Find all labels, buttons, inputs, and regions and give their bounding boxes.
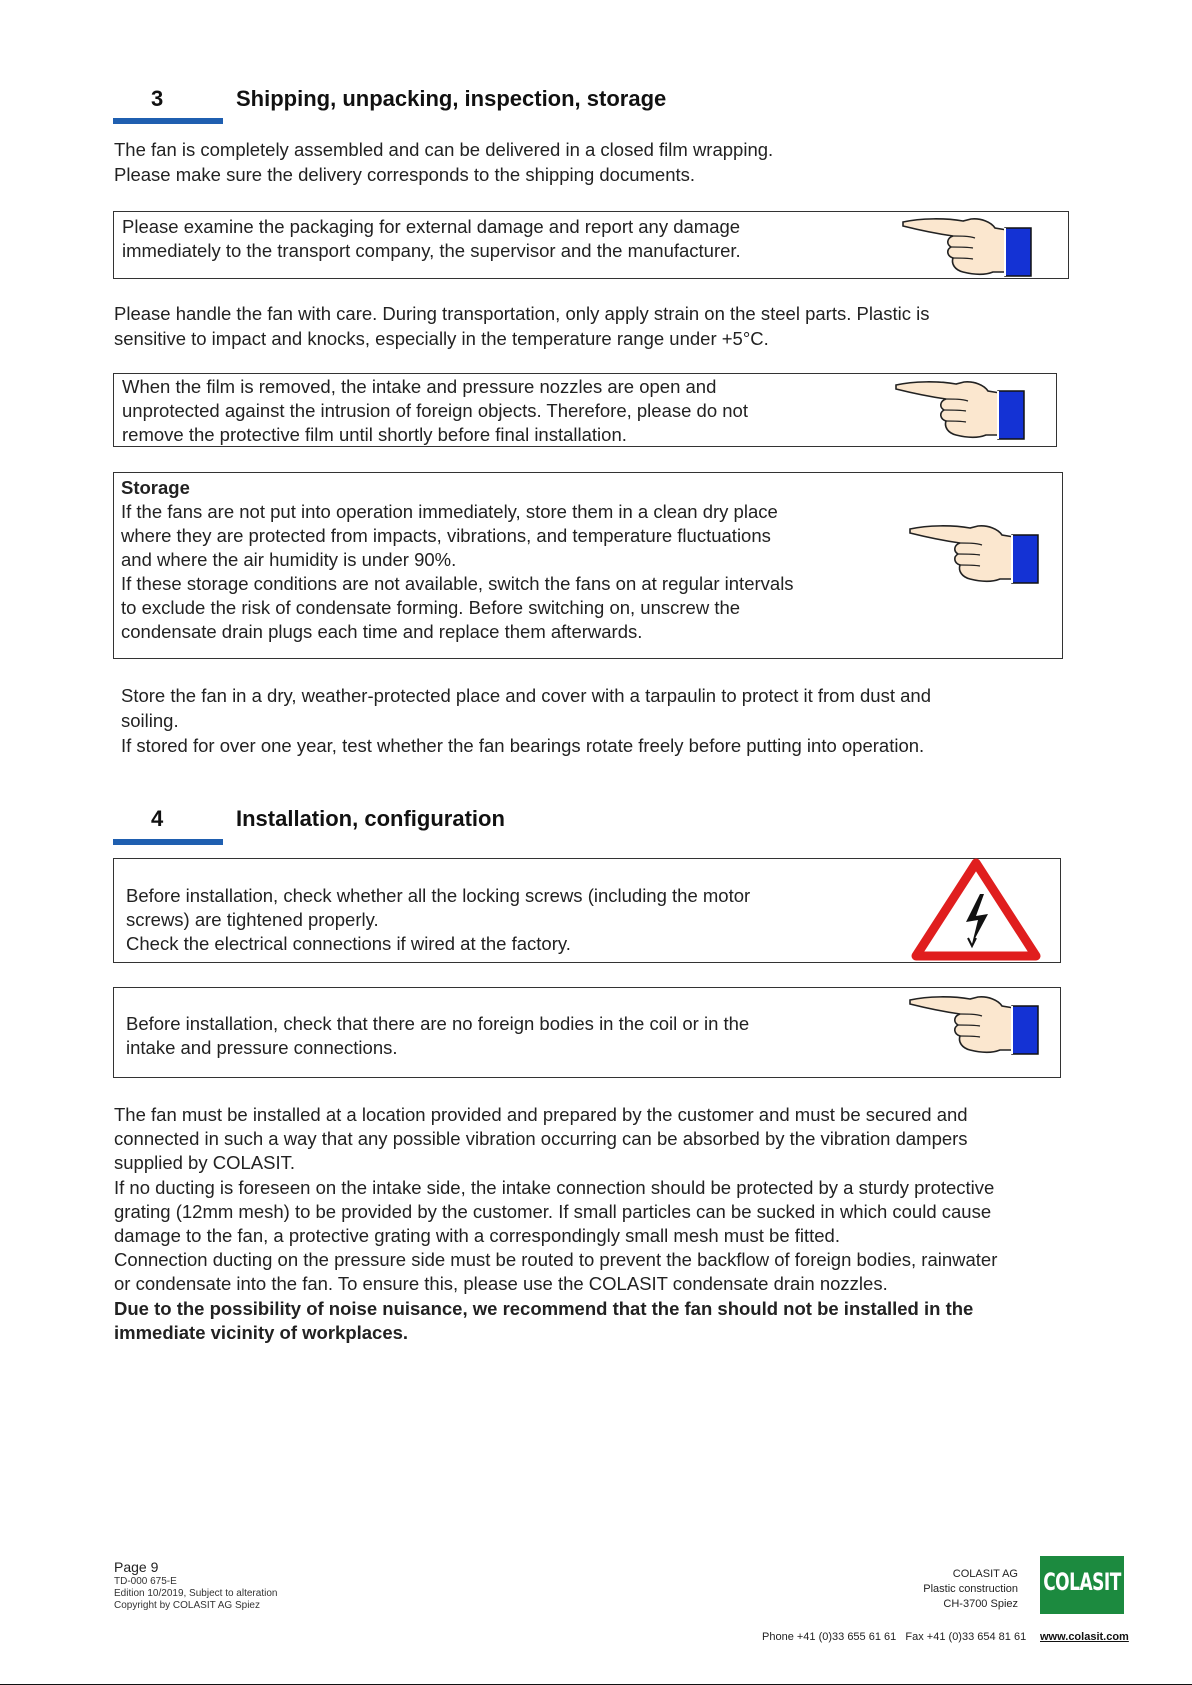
copyright-note: Copyright by COLASIT AG Spiez [114, 1600, 260, 1611]
handling-paragraph [114, 301, 929, 351]
pointing-hand-icon [908, 992, 1048, 1065]
text-line: If these storage conditions are not available, switch the fans on at regular intervals [121, 573, 794, 594]
text-line: screws) are tightened properly. [126, 909, 379, 930]
section-4-underline [113, 839, 223, 845]
store-paragraph [121, 683, 931, 758]
section-number: 4 [151, 806, 164, 831]
pointing-hand-icon [901, 214, 1041, 285]
inspection-note-box [113, 211, 1069, 279]
text-line: Before installation, check whether all the locking screws (including the motor [126, 885, 751, 906]
page-number: Page 9 [114, 1559, 159, 1575]
foreign-bodies-note-box [113, 987, 1061, 1078]
intro-paragraph [114, 137, 773, 187]
footer-left [114, 1558, 277, 1612]
section-4-heading [113, 806, 813, 836]
text-line: Connection ducting on the pressure side must be routed to prevent the backflow of foreign bodies, rainwater [114, 1249, 998, 1271]
section-3-underline [113, 118, 223, 124]
text-line: remove the protective film until shortly before final installation. [122, 424, 627, 445]
text-line: Check the electrical connections if wired at the factory. [126, 933, 571, 954]
logo-text: COLASIT [1043, 1569, 1121, 1597]
pointing-hand-icon [894, 377, 1034, 450]
text-line: immediately to the transport company, the supervisor and the manufacturer. [122, 240, 741, 261]
colasit-logo [1040, 1532, 1124, 1614]
storage-text [121, 476, 794, 644]
text-line: If no ducting is foreseen on the intake side, the intake connection should be protected by a sturdy protective [114, 1176, 995, 1198]
text-line: Store the fan in a dry, weather-protected place and cover with a tarpaulin to protect it from dust and [121, 685, 931, 706]
installation-paragraph [114, 1103, 997, 1345]
noise-warning-line: immediate vicinity of workplaces. [114, 1321, 409, 1343]
company-name: COLASIT AG [952, 1568, 1018, 1580]
text-line: Before installation, check that there are no foreign bodies in the coil or in the [126, 1013, 750, 1034]
pointing-hand-icon [908, 521, 1048, 594]
storage-title: Storage [121, 477, 190, 498]
text-line: unprotected against the intrusion of foreign objects. Therefore, please do not [122, 400, 748, 421]
text-line: connected in such a way that any possible vibration occurring can be absorbed by the vibration dampers [114, 1128, 968, 1150]
storage-box [113, 472, 1063, 659]
text-line: supplied by COLASIT. [114, 1152, 295, 1174]
text-line: If the fans are not put into operation immediately, store them in a clean dry place [121, 501, 778, 522]
contact-line: Phone +41 (0)33 655 61 61 Fax +41 (0)33 654 81 61 [762, 1631, 1027, 1643]
edition-note: Edition 10/2019, Subject to alteration [114, 1588, 278, 1599]
text-line: Please examine the packaging for external damage and report any damage [122, 216, 741, 237]
text-line: If stored for over one year, test whether the fan bearings rotate freely before putting into operation. [121, 735, 925, 756]
note-text [122, 375, 748, 447]
text-line: The fan is completely assembled and can be delivered in a closed film wrapping. [114, 139, 774, 160]
note-text [126, 1012, 749, 1060]
text-line: intake and pressure connections. [126, 1037, 398, 1058]
company-division: Plastic construction [923, 1583, 1018, 1595]
text-line: When the film is removed, the intake and pressure nozzles are open and [122, 376, 717, 397]
section-title: Shipping, unpacking, inspection, storage [236, 86, 667, 111]
text-line: sensitive to impact and knocks, especially in the temperature range under +5°C. [114, 328, 769, 349]
text-line: Please make sure the delivery corresponds to the shipping documents. [114, 164, 696, 185]
electric-hazard-warning-icon [910, 858, 1042, 967]
text-line: soiling. [121, 710, 179, 731]
film-note-box [113, 373, 1057, 447]
text-line: damage to the fan, a protective grating with a correspondingly small mesh must be fitted. [114, 1225, 840, 1247]
document-number: TD-000 675-E [114, 1576, 177, 1587]
company-address [880, 1567, 1018, 1612]
warning-text [126, 884, 750, 956]
section-number: 3 [151, 86, 164, 111]
company-location: CH-3700 Spiez [943, 1598, 1018, 1610]
text-line: or condensate into the fan. To ensure this, please use the COLASIT condensate drain nozzles. [114, 1273, 888, 1295]
section-title: Installation, configuration [236, 806, 505, 831]
text-line: Please handle the fan with care. During transportation, only apply strain on the steel parts. Plastic is [114, 303, 930, 324]
text-line: condensate drain plugs each time and replace them afterwards. [121, 621, 643, 642]
section-3-heading [113, 86, 813, 116]
text-line: The fan must be installed at a location provided and prepared by the customer and must be secured and [114, 1104, 968, 1125]
electrical-warning-box [113, 858, 1061, 963]
text-line: where they are protected from impacts, vibrations, and temperature fluctuations [121, 525, 771, 546]
noise-warning-line: Due to the possibility of noise nuisance, we recommend that the fan should not be installed in the [114, 1297, 974, 1319]
text-line: to exclude the risk of condensate forming. Before switching on, unscrew the [121, 597, 741, 618]
text-line: and where the air humidity is under 90%. [121, 549, 457, 570]
note-text [122, 215, 741, 263]
text-line: grating (12mm mesh) to be provided by the customer. If small particles can be sucked in which could cause [114, 1200, 992, 1222]
website-link[interactable]: www.colasit.com [1040, 1631, 1129, 1643]
